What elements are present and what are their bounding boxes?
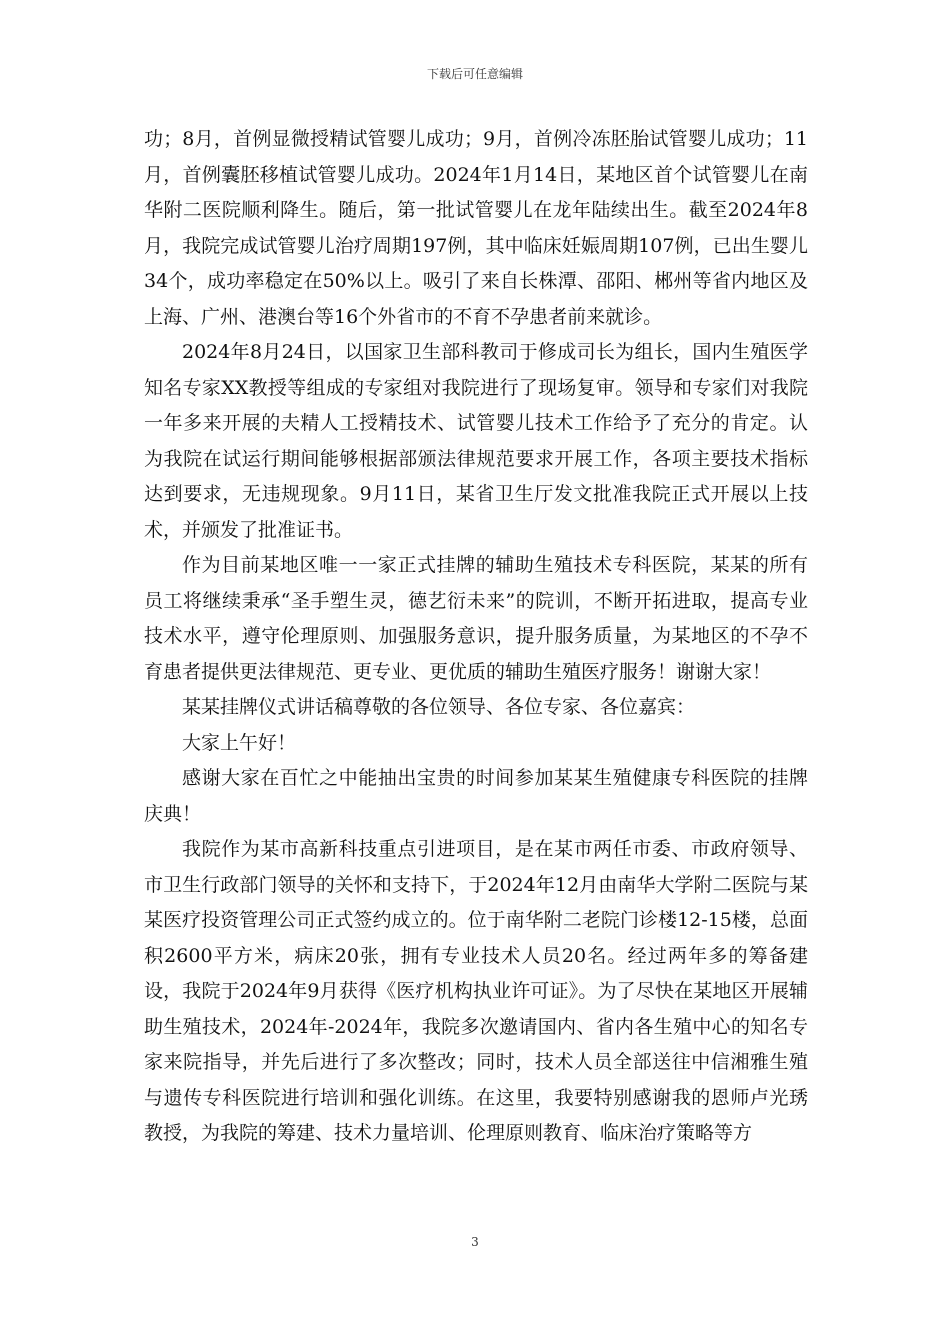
paragraph-4: 某某挂牌仪式讲话稿尊敬的各位领导、各位专家、各位嘉宾： [182,696,696,718]
page-header: 下载后可任意编辑 [426,67,523,81]
paragraph-6: 感谢大家在百忙之中能抽出宝贵的时间参加某某生殖健康专科医院的挂牌庆典！ [144,767,808,825]
paragraph-2: 2024年8月24日，以国家卫生部科教司于修成司长为组长，国内生殖医学知名专家XX教授等组成的专家组对我院进行了现场复审。领导和专家们对我院一年多来开展的夫精人工授精技术、试管婴儿技术工作给予了充分的肯定。认为我院在试运行期间能够根据部颁法律规范要求开展工作，各项主要技术指标达到要求，无违规现象。9月11日，某省卫生厅发文批准我院正式开展以上技术，并颁发了批准证书。 [144,341,808,541]
paragraph-7: 我院作为某市高新科技重点引进项目，是在某市两任市委、市政府领导、市卫生行政部门领导的关怀和支持下，于2024年12月由南华大学附二医院与某某医疗投资管理公司正式签约成立的。位于南华附二老院门诊楼12-15楼，总面积2600平方米，病床20张，拥有专业技术人员20名。经过两年多的筹备建设，我院于2024年9月获得《医疗机构执业许可证》。为了尽快在某地区开展辅助生殖技术，2024年-2024年，我院多次邀请国内、省内各生殖中心的知名专家来院指导，并先后进行了多次整改；同时，技术人员全部送往中信湘雅生殖与遗传专科医院进行培训和强化训练。在这里，我要特别感谢我的恩师卢光琇教授，为我院的筹建、技术力量培训、伦理原则教育、临床治疗策略等方 [144,838,808,1144]
page-number: 3 [471,1235,479,1249]
paragraph-5: 大家上午好！ [182,731,297,754]
document-body [144,122,808,1152]
paragraph-3: 作为目前某地区唯一一家正式挂牌的辅助生殖技术专科医院，某某的所有员工将继续秉承“圣手塑生灵，德艺衍未来”的院训，不断开拓进取，提高专业技术水平，遵守伦理原则、加强服务意识，提升服务质量，为某地区的不孕不育患者提供更法律规范、更专业、更优质的辅助生殖医疗服务！谢谢大家！ [144,554,808,683]
paragraph-1: 功；8月，首例显微授精试管婴儿成功；9月，首例冷冻胚胎试管婴儿成功；11月，首例囊胚移植试管婴儿成功。2024年1月14日，某地区首个试管婴儿在南华附二医院顺利降生。随后，第一批试管婴儿在龙年陆续出生。截至2024年8月，我院完成试管婴儿治疗周期197例，其中临床妊娠周期107例，已出生婴儿34个，成功率稳定在50%以上。吸引了来自长株潭、邵阳、郴州等省内地区及上海、广州、港澳台等16个外省市的不育不孕患者前来就诊。 [144,128,808,328]
